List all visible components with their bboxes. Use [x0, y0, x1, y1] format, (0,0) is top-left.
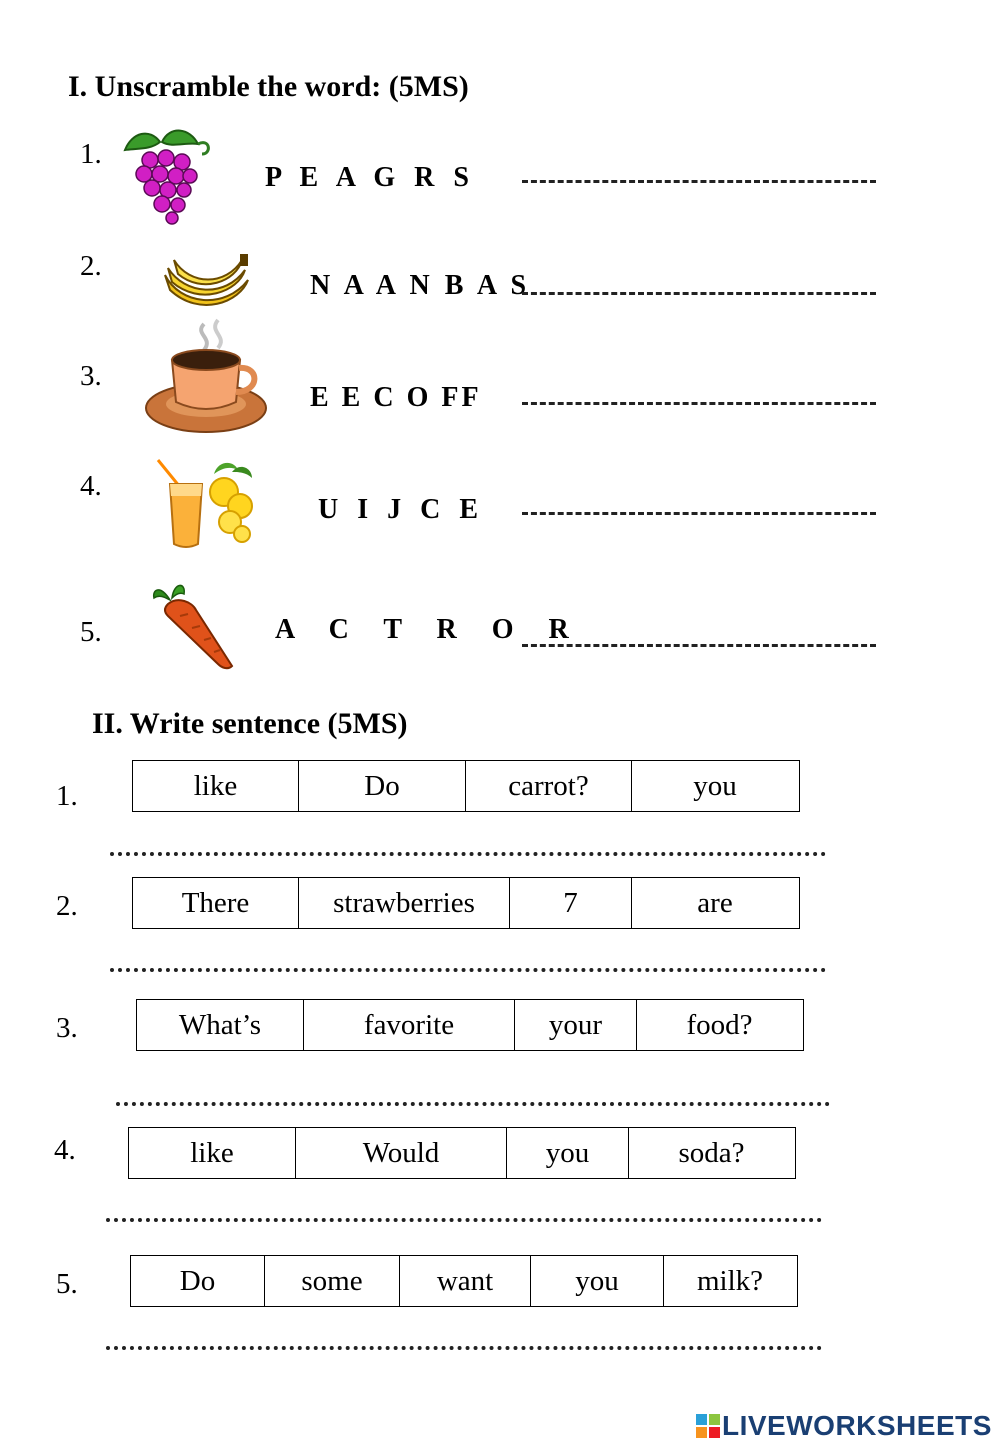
word-tile: food?: [686, 1008, 753, 1041]
brand-name: LIVEWORKSHEETS: [722, 1410, 992, 1441]
word-tile: Do: [131, 1256, 265, 1306]
section2-heading: II. Write sentence (5MS): [92, 707, 408, 740]
word-tile: favorite: [304, 1000, 515, 1050]
word-row: [128, 1127, 796, 1179]
word-row: [136, 999, 804, 1051]
word-tile: What’s: [137, 1000, 304, 1050]
word-tile: strawberries: [299, 878, 510, 928]
item-number: 1.: [80, 138, 102, 170]
word-tile: Do: [299, 761, 466, 811]
item-number: 3.: [80, 360, 102, 392]
word-tile: carrot?: [466, 761, 632, 811]
answer-blank[interactable]: [522, 292, 876, 295]
word-tile: Would: [296, 1128, 507, 1178]
word-row: [130, 1255, 798, 1307]
word-tile: milk?: [696, 1264, 764, 1297]
answer-line[interactable]: [110, 968, 826, 972]
word-tile: your: [515, 1000, 637, 1050]
word-tile: There: [133, 878, 299, 928]
word-tile: like: [129, 1128, 296, 1178]
word-tile: you: [531, 1256, 664, 1306]
carrot-icon: [148, 580, 238, 672]
section1-heading: I. Unscramble the word: (5MS): [68, 70, 469, 103]
answer-line[interactable]: [110, 852, 826, 856]
sentence-number: 3.: [56, 1012, 78, 1044]
scrambled-word: N A A N B A S: [310, 270, 531, 301]
scrambled-word: A C T R O R: [275, 614, 583, 645]
answer-line[interactable]: [106, 1218, 822, 1222]
liveworksheets-logo-icon: [696, 1414, 720, 1438]
answer-blank[interactable]: [522, 180, 876, 183]
word-tile: you: [693, 769, 737, 802]
sentence-number: 1.: [56, 780, 78, 812]
answer-line[interactable]: [116, 1102, 830, 1106]
coffee-icon: [142, 316, 270, 438]
sentence-number: 4.: [54, 1134, 76, 1166]
word-tile: some: [265, 1256, 400, 1306]
bananas-icon: [160, 250, 255, 320]
scrambled-word: U I J C E: [318, 494, 485, 525]
word-tile: are: [697, 886, 733, 919]
scrambled-word: P E A G R S: [265, 162, 475, 193]
sentence-number: 2.: [56, 890, 78, 922]
juice-icon: [152, 456, 258, 552]
grapes-icon: [120, 120, 215, 225]
word-tile: like: [133, 761, 299, 811]
item-number: 2.: [80, 250, 102, 282]
answer-line[interactable]: [106, 1346, 822, 1350]
word-tile: 7: [510, 878, 632, 928]
item-number: 4.: [80, 470, 102, 502]
word-tile: soda?: [678, 1136, 745, 1169]
sentence-number: 5.: [56, 1268, 78, 1300]
footer-brand: [696, 1410, 992, 1442]
answer-blank[interactable]: [522, 512, 876, 515]
word-tile: you: [507, 1128, 629, 1178]
answer-blank[interactable]: [522, 402, 876, 405]
word-tile: want: [400, 1256, 531, 1306]
word-row: [132, 877, 800, 929]
scrambled-word: E E C O FF: [310, 382, 482, 413]
word-row: [132, 760, 800, 812]
answer-blank[interactable]: [522, 644, 876, 647]
item-number: 5.: [80, 616, 102, 648]
